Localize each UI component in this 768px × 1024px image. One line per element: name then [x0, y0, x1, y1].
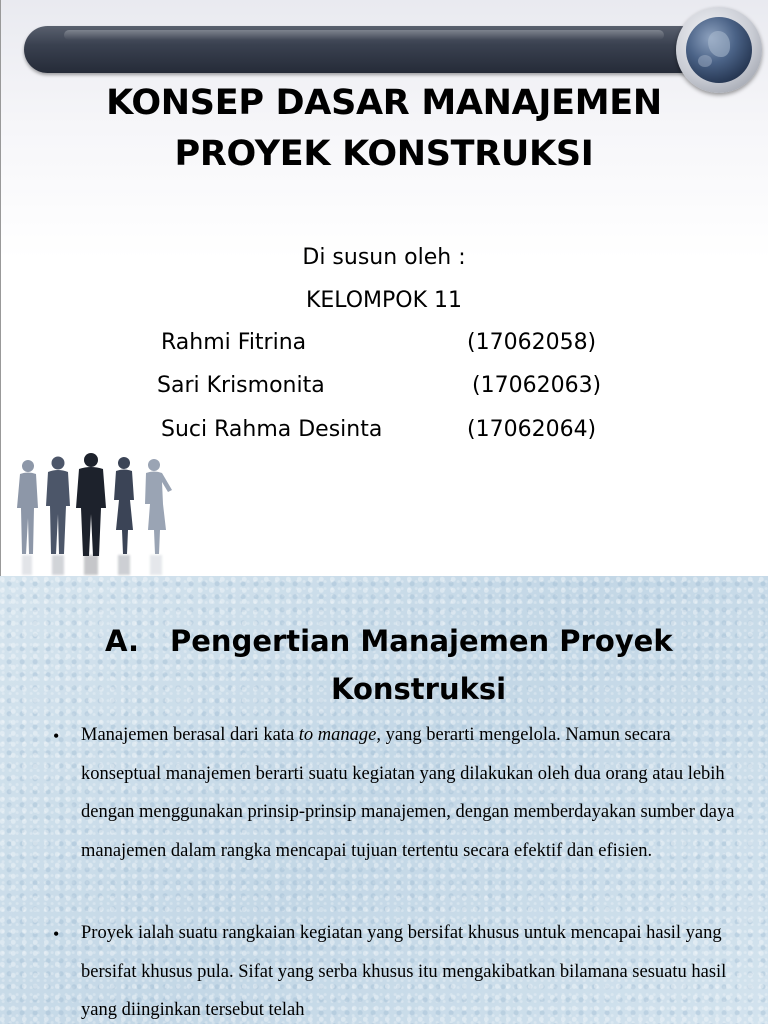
content-slide	[0, 576, 768, 1024]
bullet-icon: •	[53, 924, 60, 944]
member-name: Suci Rahma Desinta	[161, 417, 383, 442]
banner-shine	[64, 30, 664, 40]
person-silhouette-icon	[46, 457, 70, 555]
globe-icon	[686, 17, 752, 83]
paragraph-proyek: Proyek ialah suatu rangkaian kegiatan yang bersifat khusus untuk mencapai hasil yang bersifat khusus pula. Sifat yang serba khusus itu mengakibatkan bilamana sesuatu hasil yang diinginkan tersebut telah	[81, 923, 727, 1020]
section-heading-line-2: Konstruksi	[331, 672, 507, 706]
title-line-2: PROYEK KONSTRUKSI	[174, 134, 594, 174]
person-silhouette-icon	[145, 459, 172, 554]
paragraph-manajemen	[81, 716, 741, 870]
italic-term: to manage	[298, 725, 377, 745]
silhouettes-reflection	[12, 555, 182, 575]
section-number: A.	[105, 624, 139, 658]
person-silhouette-icon	[76, 453, 106, 556]
business-people-silhouettes	[12, 450, 182, 560]
compiled-by-label: Di susun oleh :	[302, 245, 466, 270]
member-name: Sari Krismonita	[157, 373, 325, 398]
slide-title	[0, 78, 768, 180]
bullet-icon: •	[53, 726, 60, 746]
paragraph-text: , yang berarti mengelola. Namun secara konseptual manajemen berarti suatu kegiatan yang dilakukan oleh dua orang atau lebih dengan menggunakan prinsip-prinsip manajemen, dengan memberdayakan sumber daya manajemen dalam rangka mencapai tujuan tertentu secara efektif dan efisien.	[81, 725, 735, 861]
title-line-1: KONSEP DASAR MANAJEMEN	[106, 83, 662, 123]
group-label: KELOMPOK 11	[305, 288, 463, 313]
person-silhouette-icon	[114, 457, 134, 554]
person-silhouette-icon	[17, 460, 38, 554]
header-banner	[24, 26, 704, 73]
section-heading-line-1: Pengertian Manajemen Proyek	[170, 624, 673, 658]
globe-land	[698, 55, 712, 67]
globe-land	[708, 31, 730, 57]
member-id: (17062058)	[467, 330, 597, 355]
member-id: (17062064)	[467, 417, 597, 442]
member-name: Rahmi Fitrina	[161, 330, 307, 355]
paragraph-text: Manajemen berasal dari kata	[81, 725, 299, 745]
member-id: (17062063)	[472, 373, 602, 398]
